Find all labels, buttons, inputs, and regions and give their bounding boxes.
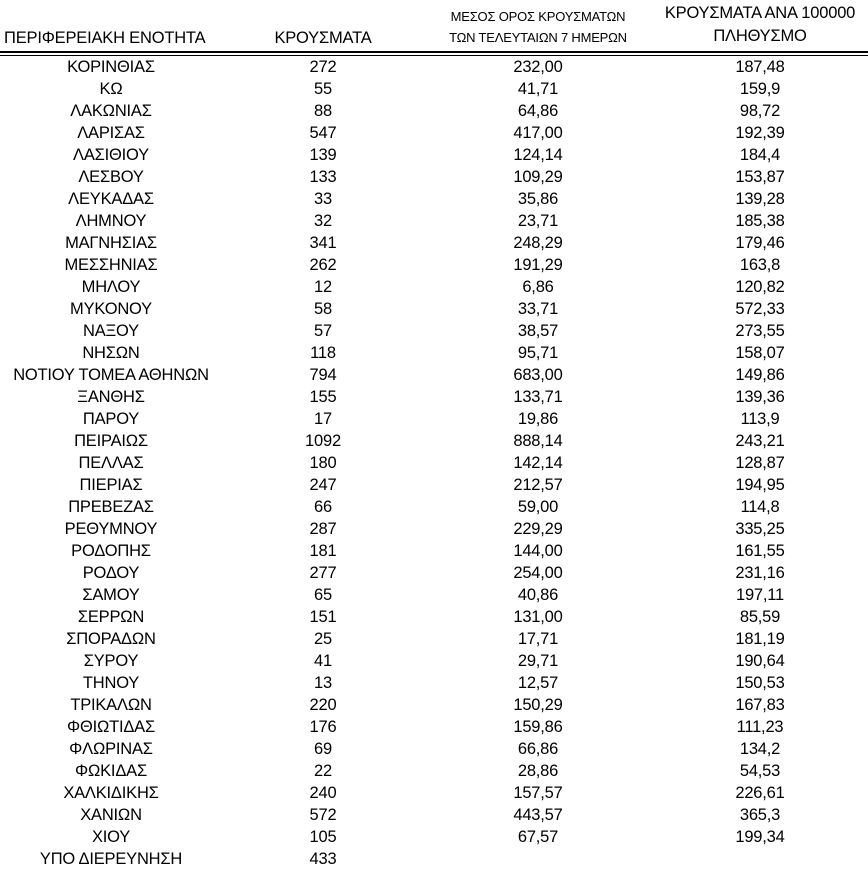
- table-row: [0, 760, 868, 782]
- avg7day-cell: 159,86: [513, 718, 563, 736]
- avg7day-cell: 144,00: [513, 542, 563, 560]
- region-cell: ΧΙΟΥ: [91, 828, 131, 846]
- region-cell: ΞΑΝΘΗΣ: [77, 388, 145, 406]
- per100k-cell: 243,21: [735, 432, 785, 450]
- per100k-cell: 197,11: [735, 586, 785, 604]
- avg7day-cell: 131,00: [513, 608, 563, 626]
- region-cell: ΛΕΥΚΑΔΑΣ: [68, 190, 154, 208]
- column-header-cases: ΚΡΟΥΣΜΑΤΑ: [274, 29, 372, 48]
- column-header-cases-per-100k-line1: ΚΡΟΥΣΜΑΤΑ ΑΝΑ 100000: [664, 4, 856, 22]
- per100k-cell: 159,9: [739, 80, 781, 98]
- table-row: [0, 628, 868, 650]
- per100k-cell: 163,8: [739, 256, 781, 274]
- table-row: [0, 496, 868, 518]
- cases-cell: 139: [309, 146, 337, 164]
- per100k-cell: 139,28: [735, 190, 785, 208]
- cases-cell: 262: [309, 256, 337, 274]
- avg7day-cell: 64,86: [517, 102, 559, 120]
- avg7day-cell: 67,57: [517, 828, 559, 846]
- avg7day-cell: 33,71: [517, 300, 559, 318]
- table-row: [0, 804, 868, 826]
- region-cell: ΦΛΩΡΙΝΑΣ: [69, 740, 153, 758]
- per100k-cell: 231,16: [735, 564, 785, 582]
- table-row: [0, 716, 868, 738]
- cases-cell: 55: [314, 80, 332, 98]
- table-row: [0, 254, 868, 276]
- cases-cell: 13: [314, 674, 332, 692]
- avg7day-cell: 38,57: [517, 322, 559, 340]
- per100k-cell: 185,38: [735, 212, 785, 230]
- per100k-cell: 153,87: [735, 168, 785, 186]
- table-row: [0, 56, 868, 79]
- region-cell: ΜΥΚΟΝΟΥ: [70, 300, 152, 318]
- per100k-cell: 161,55: [735, 542, 785, 560]
- region-cell: ΧΑΛΚΙΔΙΚΗΣ: [63, 784, 159, 802]
- cases-cell: 118: [310, 344, 336, 362]
- cases-cell: 41: [314, 652, 332, 670]
- per100k-cell: 54,53: [739, 762, 781, 780]
- cases-cell: 32: [314, 212, 332, 230]
- avg7day-cell: 443,57: [513, 806, 563, 824]
- per100k-cell: 114,8: [740, 498, 780, 516]
- cases-cell: 1092: [305, 432, 341, 450]
- per100k-cell: 149,86: [735, 366, 785, 384]
- avg7day-cell: 41,71: [517, 80, 559, 98]
- avg7day-cell: 28,86: [517, 762, 559, 780]
- table-row: [0, 584, 868, 606]
- table-row: [0, 650, 868, 672]
- region-cell: ΜΗΛΟΥ: [81, 278, 141, 296]
- table-header-row: [0, 0, 868, 52]
- table-row: [0, 166, 868, 188]
- per100k-cell: 187,48: [735, 58, 785, 76]
- table-row: [0, 738, 868, 760]
- cases-cell: 17: [314, 410, 332, 428]
- cases-cell: 57: [314, 322, 332, 340]
- table-row: [0, 430, 868, 452]
- cases-cell: 240: [309, 784, 337, 802]
- table-row: [0, 452, 868, 474]
- avg7day-cell: 254,00: [513, 564, 563, 582]
- region-cell: ΠΙΕΡΙΑΣ: [79, 476, 143, 494]
- table-row: [0, 342, 868, 364]
- column-header-cases-per-100k-line2: ΠΛΗΘΥΣΜΟ: [713, 27, 807, 45]
- per100k-cell: 365,3: [739, 806, 781, 824]
- cases-cell: 341: [309, 234, 337, 252]
- table-header: [0, 0, 868, 56]
- avg7day-cell: 191,29: [513, 256, 563, 274]
- avg7day-cell: 124,14: [513, 146, 563, 164]
- table-row: [0, 298, 868, 320]
- region-cell: ΛΗΜΝΟΥ: [75, 212, 147, 230]
- table-row: [0, 386, 868, 408]
- region-cell: ΣΥΡΟΥ: [83, 652, 139, 670]
- avg7day-cell: 888,14: [513, 432, 563, 450]
- column-header-7day-average-line1: ΜΕΣΟΣ ΟΡΟΣ ΚΡΟΥΣΜΑΤΩΝ: [450, 9, 626, 24]
- per100k-cell: 128,87: [735, 454, 785, 472]
- cases-cell: 287: [309, 520, 337, 538]
- cases-cell: 12: [314, 278, 332, 296]
- avg7day-cell: [424, 848, 652, 870]
- table-row: [0, 474, 868, 496]
- region-cell: ΛΑΣΙΘΙΟΥ: [73, 146, 149, 164]
- cases-cell: 105: [309, 828, 337, 846]
- cases-cell: 133: [309, 168, 337, 186]
- cases-cell: 181: [309, 542, 337, 560]
- avg7day-cell: 417,00: [513, 124, 563, 142]
- per100k-cell: 85,59: [739, 608, 781, 626]
- cases-cell: 794: [309, 366, 337, 384]
- region-cell: ΥΠΟ ΔΙΕΡΕΥΝΗΣΗ: [39, 850, 183, 868]
- region-cell: ΝΟΤΙΟΥ ΤΟΜΕΑ ΑΘΗΝΩΝ: [13, 366, 209, 384]
- per100k-cell: 150,53: [735, 674, 785, 692]
- region-cell: ΦΩΚΙΔΑΣ: [75, 762, 147, 780]
- cases-cell: 176: [309, 718, 337, 736]
- avg7day-cell: 40,86: [517, 586, 559, 604]
- avg7day-cell: 6,86: [522, 278, 554, 296]
- table-row: [0, 782, 868, 804]
- avg7day-cell: 19,86: [517, 410, 559, 428]
- table-row: [0, 210, 868, 232]
- region-cell: ΜΕΣΣΗΝΙΑΣ: [64, 256, 158, 274]
- avg7day-cell: 157,57: [513, 784, 563, 802]
- cases-cell: 33: [314, 190, 332, 208]
- per100k-cell: 120,82: [735, 278, 785, 296]
- avg7day-cell: 150,29: [513, 696, 563, 714]
- avg7day-cell: 109,29: [513, 168, 563, 186]
- table-row: [0, 144, 868, 166]
- region-cell: ΠΡΕΒΕΖΑΣ: [68, 498, 154, 516]
- per100k-cell: 134,2: [739, 740, 781, 758]
- avg7day-cell: 229,29: [513, 520, 563, 538]
- region-cell: ΜΑΓΝΗΣΙΑΣ: [65, 234, 157, 252]
- table-row: [0, 232, 868, 254]
- column-header-region: ΠΕΡΙΦΕΡΕΙΑΚΗ ΕΝΟΤΗΤΑ: [4, 29, 206, 48]
- cases-cell: 155: [309, 388, 337, 406]
- region-cell: ΛΑΚΩΝΙΑΣ: [70, 102, 152, 120]
- per100k-cell: 98,72: [739, 102, 781, 120]
- region-cell: ΚΟΡΙΝΘΙΑΣ: [67, 58, 155, 76]
- table-row: [0, 408, 868, 430]
- cases-cell: 151: [309, 608, 337, 626]
- cases-cell: 25: [314, 630, 332, 648]
- table-row: [0, 188, 868, 210]
- table-body: [0, 56, 868, 871]
- table-row: [0, 276, 868, 298]
- table-row: [0, 694, 868, 716]
- region-cell: ΠΕΙΡΑΙΩΣ: [74, 432, 148, 450]
- per100k-cell: 179,46: [735, 234, 785, 252]
- avg7day-cell: 683,00: [513, 366, 563, 384]
- region-cell: ΝΑΞΟΥ: [83, 322, 139, 340]
- per100k-cell: 113,9: [740, 410, 780, 428]
- table-row: [0, 606, 868, 628]
- region-cell: ΝΗΣΩΝ: [82, 344, 140, 362]
- per100k-cell: 167,83: [735, 696, 785, 714]
- region-cell: ΠΕΛΛΑΣ: [78, 454, 144, 472]
- avg7day-cell: 35,86: [517, 190, 559, 208]
- avg7day-cell: 232,00: [513, 58, 563, 76]
- table-row: [0, 848, 868, 870]
- region-cell: ΛΕΣΒΟΥ: [78, 168, 144, 186]
- region-cell: ΡΟΔΟΠΗΣ: [71, 542, 151, 560]
- region-cell: ΣΑΜΟΥ: [82, 586, 140, 604]
- table-row: [0, 78, 868, 100]
- avg7day-cell: 95,71: [517, 344, 559, 362]
- cases-cell: 22: [314, 762, 332, 780]
- avg7day-cell: 23,71: [517, 212, 559, 230]
- per100k-cell: 181,19: [735, 630, 785, 648]
- per100k-cell: 139,36: [735, 388, 785, 406]
- per100k-cell: 572,33: [735, 300, 785, 318]
- region-cell: ΡΟΔΟΥ: [82, 564, 140, 582]
- table-row: [0, 100, 868, 122]
- region-cell: ΤΡΙΚΑΛΩΝ: [70, 696, 152, 714]
- per100k-cell: 199,34: [735, 828, 785, 846]
- region-cell: ΣΠΟΡΑΔΩΝ: [66, 630, 156, 648]
- cases-cell: 572: [309, 806, 337, 824]
- avg7day-cell: 12,57: [517, 674, 559, 692]
- cases-cell: 547: [309, 124, 337, 142]
- column-header-cases-per-100k: [652, 0, 868, 52]
- table-row: [0, 518, 868, 540]
- cases-cell: 69: [314, 740, 332, 758]
- table-row: [0, 364, 868, 386]
- column-header-7day-average: [424, 0, 652, 52]
- per100k-cell: [652, 848, 868, 870]
- per100k-cell: 184,4: [739, 146, 781, 164]
- table-row: [0, 540, 868, 562]
- region-cell: ΦΘΙΩΤΙΔΑΣ: [66, 718, 155, 736]
- cases-cell: 58: [314, 300, 332, 318]
- per100k-cell: 158,07: [735, 344, 785, 362]
- per100k-cell: 111,23: [736, 718, 784, 736]
- region-cell: ΛΑΡΙΣΑΣ: [77, 124, 145, 142]
- avg7day-cell: 142,14: [513, 454, 563, 472]
- column-header-7day-average-line2: ΤΩΝ ΤΕΛΕΥΤΑΙΩΝ 7 ΗΜΕΡΩΝ: [449, 30, 627, 45]
- cases-cell: 65: [314, 586, 332, 604]
- avg7day-cell: 212,57: [513, 476, 563, 494]
- avg7day-cell: 29,71: [517, 652, 559, 670]
- avg7day-cell: 133,71: [513, 388, 563, 406]
- region-cell: ΠΑΡΟΥ: [82, 410, 140, 428]
- table-row: [0, 122, 868, 144]
- cases-cell: 272: [309, 58, 337, 76]
- avg7day-cell: 248,29: [513, 234, 563, 252]
- cases-cell: 88: [314, 102, 332, 120]
- table-row: [0, 320, 868, 342]
- cases-cell: 433: [309, 850, 337, 868]
- region-cell: ΤΗΝΟΥ: [82, 674, 140, 692]
- per100k-cell: 335,25: [735, 520, 785, 538]
- avg7day-cell: 17,71: [517, 630, 559, 648]
- region-cell: ΚΩ: [99, 80, 123, 98]
- region-cell: ΧΑΝΙΩΝ: [80, 806, 142, 824]
- cases-cell: 180: [309, 454, 337, 472]
- per100k-cell: 226,61: [735, 784, 785, 802]
- table-row: [0, 826, 868, 848]
- table-row: [0, 672, 868, 694]
- cases-cell: 247: [309, 476, 337, 494]
- cases-cell: 277: [309, 564, 337, 582]
- cases-cell: 220: [309, 696, 337, 714]
- avg7day-cell: 59,00: [517, 498, 559, 516]
- region-cell: ΡΕΘΥΜΝΟΥ: [64, 520, 158, 538]
- per100k-cell: 194,95: [735, 476, 785, 494]
- table-row: [0, 562, 868, 584]
- per100k-cell: 273,55: [735, 322, 785, 340]
- avg7day-cell: 66,86: [517, 740, 559, 758]
- region-cell: ΣΕΡΡΩΝ: [77, 608, 145, 626]
- per100k-cell: 192,39: [735, 124, 785, 142]
- per100k-cell: 190,64: [735, 652, 785, 670]
- cases-cell: 66: [314, 498, 332, 516]
